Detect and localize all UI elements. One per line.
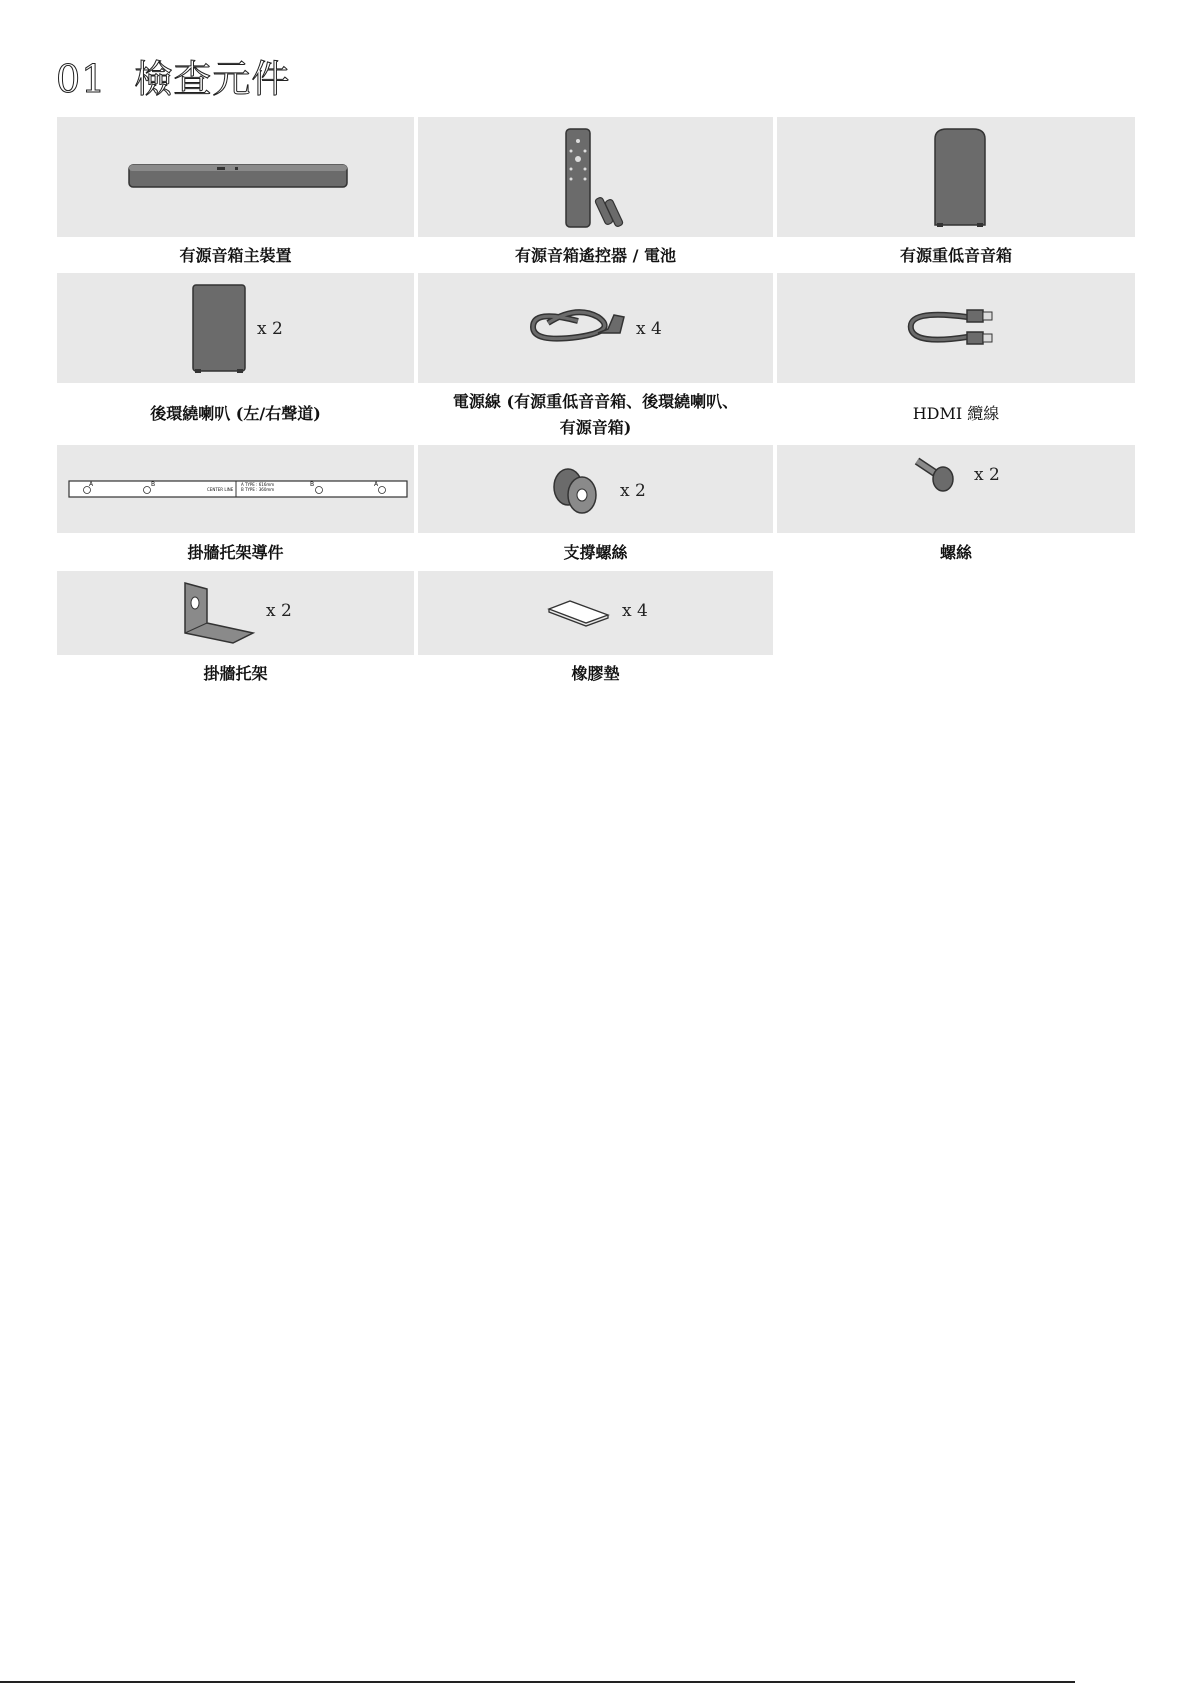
guide-mark-b: B <box>151 481 156 488</box>
power-cable-illustration <box>418 273 773 383</box>
guide-mark-a: A <box>89 481 94 488</box>
hdmi-cable-illustration <box>777 273 1135 383</box>
guide-mark-a: A <box>374 481 379 488</box>
page-title <box>56 48 290 103</box>
remote-image-cell <box>418 117 773 237</box>
item-label: 有源重低音音箱 <box>899 246 1012 265</box>
item-label: 後環繞喇叭 (左/右聲道) <box>150 404 321 423</box>
holder-screw-illustration <box>418 445 773 533</box>
power-cable-image-cell <box>418 273 773 383</box>
quantity-label: x 2 <box>974 465 1000 485</box>
quantity-label: x 4 <box>636 319 662 339</box>
item-label: 有源音箱遙控器 / 電池 <box>515 246 676 265</box>
guide-center-line: CENTER LINE <box>207 487 234 492</box>
item-label: 有源音箱主裝置 <box>179 246 292 265</box>
item-label-line2: 有源音箱) <box>559 418 632 437</box>
bracket-guide-image-cell <box>57 445 414 533</box>
soundbar-image-cell <box>57 117 414 237</box>
quantity-label: x 2 <box>266 601 292 621</box>
item-label: 掛牆托架 <box>203 664 268 683</box>
guide-mark-b: B <box>310 481 315 488</box>
guide-b-type: B TYPE : 360mm <box>241 487 275 492</box>
item-label: 橡膠墊 <box>571 664 620 683</box>
item-label: 螺絲 <box>939 543 972 562</box>
rubber-pad-illustration <box>418 571 773 655</box>
rear-speaker-illustration <box>57 273 414 383</box>
subwoofer-illustration <box>777 117 1135 237</box>
remote-battery-illustration <box>418 117 773 237</box>
rear-speaker-image-cell <box>57 273 414 383</box>
subwoofer-image-cell <box>777 117 1135 237</box>
wall-bracket-image-cell <box>57 571 414 655</box>
quantity-label: x 4 <box>622 601 648 621</box>
guide-a-type: A TYPE : 616mm <box>241 482 275 487</box>
screw-image-cell <box>777 445 1135 533</box>
holder-screw-image-cell <box>418 445 773 533</box>
hdmi-cable-image-cell <box>777 273 1135 383</box>
section-number: 01 <box>56 57 107 101</box>
quantity-label: x 2 <box>257 319 283 339</box>
quantity-label: x 2 <box>620 481 646 501</box>
screw-illustration <box>777 445 1135 533</box>
soundbar-illustration <box>57 117 414 237</box>
item-label: 支撐螺絲 <box>563 543 628 562</box>
item-label: HDMI 纜線 <box>912 404 1000 423</box>
section-title: 檢查元件 <box>134 57 291 101</box>
rubber-pad-image-cell <box>418 571 773 655</box>
item-label: 掛牆托架導件 <box>187 543 284 562</box>
wall-bracket-illustration <box>57 571 414 655</box>
bracket-guide-illustration <box>57 445 414 533</box>
item-label-line1: 電源線 (有源重低音音箱、後環繞喇叭、 <box>452 392 739 411</box>
footer-rule <box>0 1681 1075 1683</box>
